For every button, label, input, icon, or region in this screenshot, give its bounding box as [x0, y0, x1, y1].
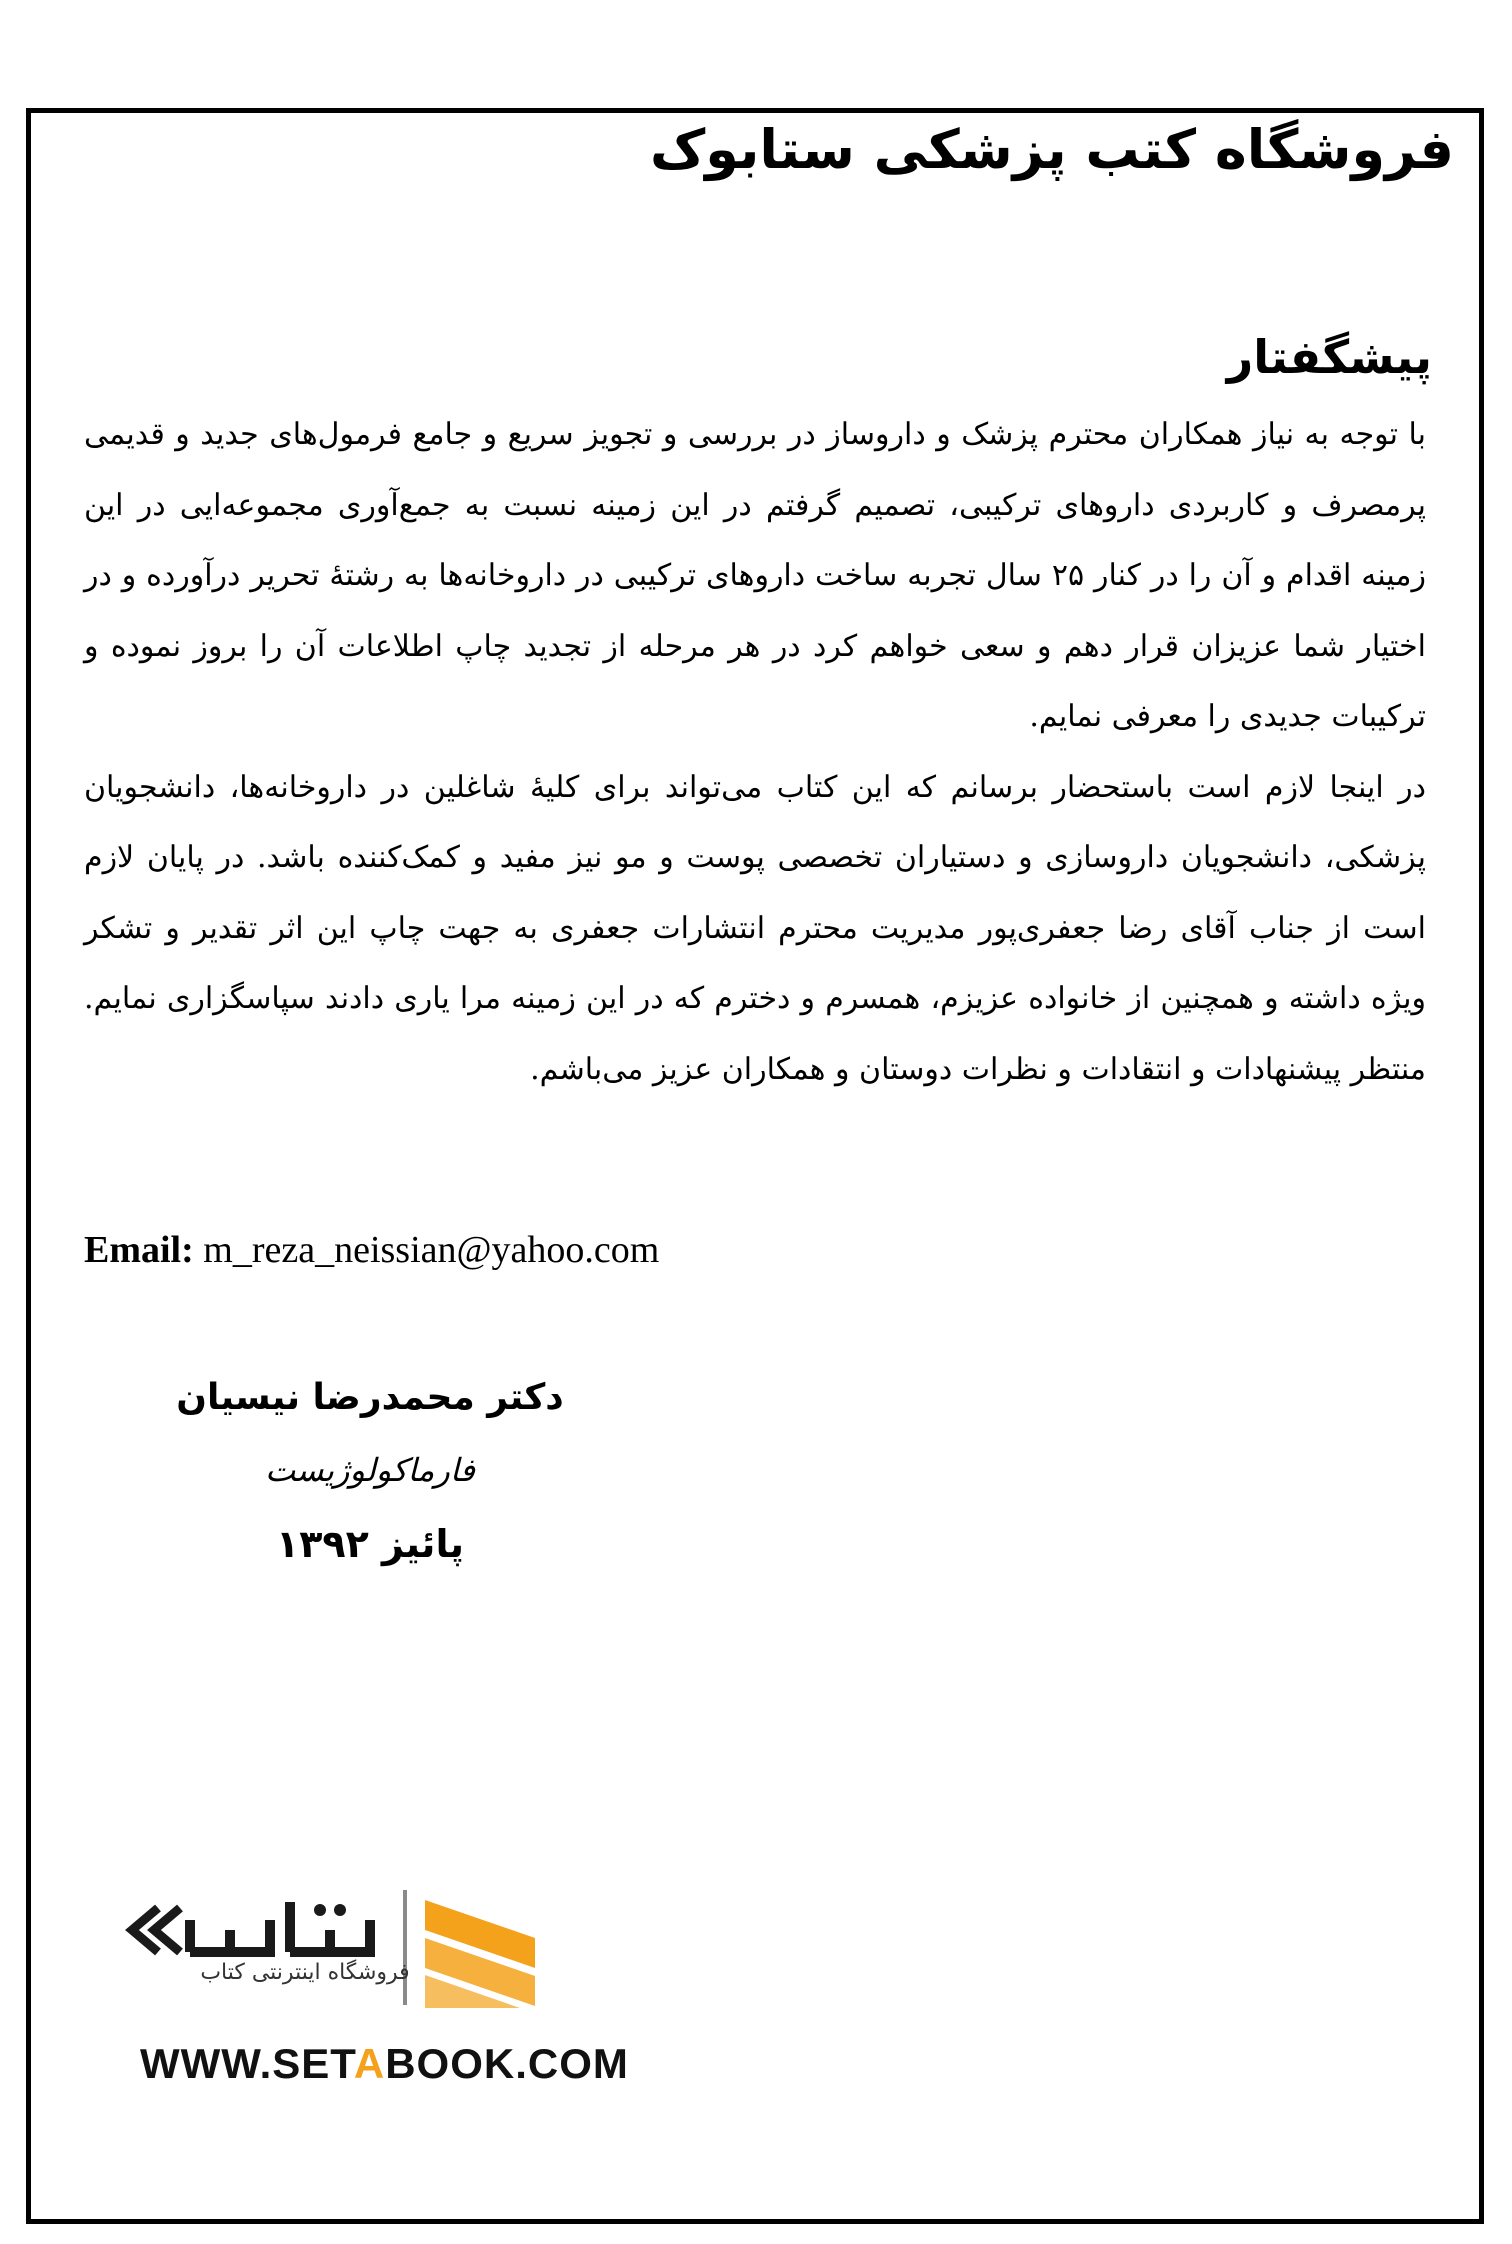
signature-block [160, 1362, 580, 1582]
url-prefix: WWW.SET [140, 2040, 354, 2087]
url-suffix: BOOK.COM [385, 2040, 629, 2087]
email-line [84, 1228, 659, 1272]
signature-date: پائیز ۱۳۹۲ [276, 1522, 464, 1566]
logo-subtitle: فروشگاه اینترنتی کتاب [200, 1960, 410, 1985]
author-name: دکتر محمدرضا نیسیان [176, 1377, 564, 1418]
preface-paragraph-2: در اینجا لازم است باستحضار برسانم که این کتاب می‌تواند برای کلیهٔ شاغلین در داروخانه‌ها، دانشجویان پزشکی، دانشجویان داروسازی و دستیاران تخصصی پوست و مو نیز مفید و کمک‌کننده باشد. در پایان لازم است از جناب آقای رضا جعفری‌پور مدیریت محترم انتشارات جعفری به جهت چاپ این اثر تقدیر و تشکر ویژه داشته و همچنین از خانواده عزیزم، همسرم و دخترم که در این زمینه مرا یاری دادند سپاسگزاری نمایم. منتظر پیشنهادات و انتقادات و نظرات دوستان و همکاران عزیز می‌باشم. [84, 769, 1426, 1087]
email-label: Email: [84, 1229, 194, 1271]
logo-chevron-icon [154, 1908, 180, 1952]
email-address: m_reza_neissian@yahoo.com [203, 1229, 660, 1271]
preface-heading: پیشگفتار [1226, 330, 1432, 384]
url-highlight: A [353, 2040, 386, 2087]
website-url [140, 2040, 629, 2088]
author-role: فارماکولوژیست [265, 1451, 475, 1489]
preface-paragraph-1: با توجه به نیاز همکاران محترم پزشک و داروساز در بررسی و تجویز سریع و جامع فرمول‌های جدید و قدیمی پرمصرف و کاربردی داروهای ترکیبی، تصمیم گرفتم در این زمینه نسبت به جمع‌آوری مجموعه‌ایی در این زمینه اقدام و آن را در کنار ۲۵ سال تجربه ساخت داروهای ترکیبی در داروخانه‌ها به رشتهٔ تحریر درآورده و در اختیار شما عزیزان قرار دهم و سعی خواهم کرد در هر مرحله از تجدید چاپ اطلاعات آن را بروز نموده و ترکیبات جدیدی را معرفی نمایم. [84, 417, 1426, 734]
preface-body [84, 400, 1426, 1105]
store-title: فروشگاه کتب پزشکی ستابوک [649, 118, 1454, 181]
